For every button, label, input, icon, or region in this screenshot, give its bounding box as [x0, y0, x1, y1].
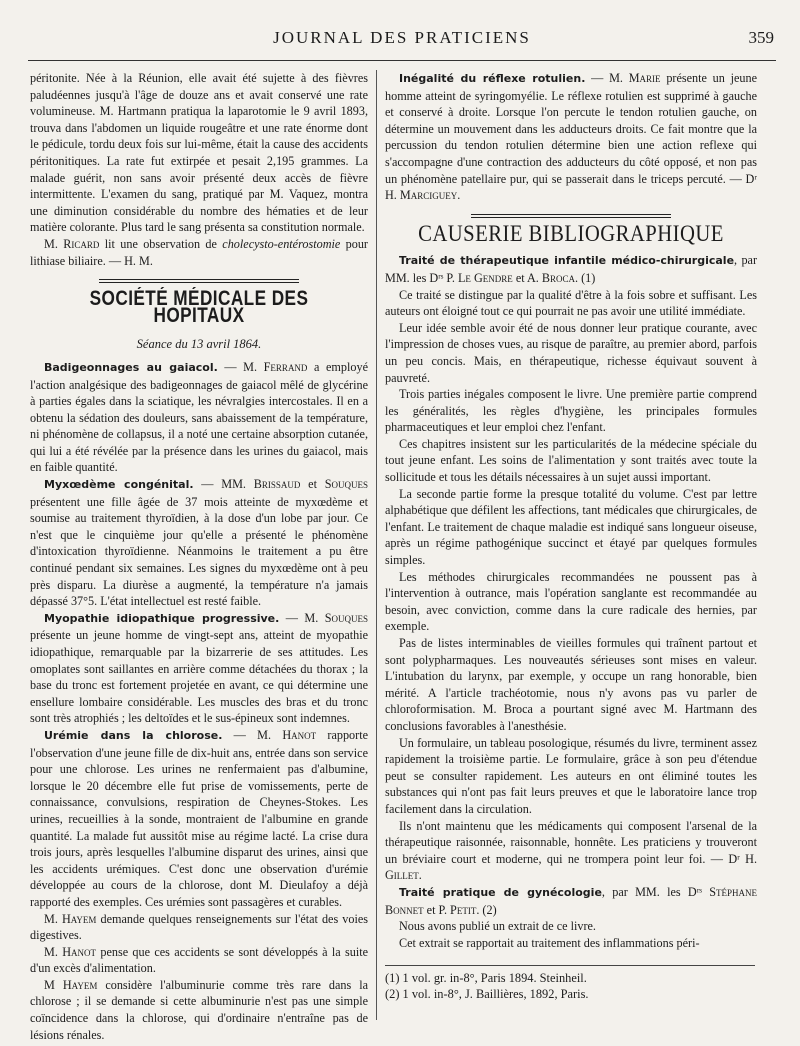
left-column	[30, 70, 368, 1043]
right-column	[385, 70, 757, 1002]
author-name: Ricard	[63, 236, 100, 251]
paragraph: péritonite. Née à la Réunion, elle avait été sujette à des fièvres paludéennes jusqu'à l'âge de douze ans et avait conservé une rate volumineuse. M. Hartmann pratiqua la laparotomie le 9 avril 1893, trouva dans l'abdomen un liquide rougeâtre et une rate énorme dont le pédicule, tordu deux fois sur lui-même, était la cause des accidents péritonitiques. La rate fut extirpée et pesait 2,195 grammes. La malade guérit, non sans avoir présenté deux accès de fièvre intermittente. L'examen du sang, pratiqué par M. Vaquez, montra une diminution considérable du nombre des hématies et de leur matière colorante. Plus tard le sang présenta sa constitution normale.	[30, 71, 368, 235]
topic-heading: Myopathie idiopathique progressive.	[44, 611, 280, 625]
paragraph: Ces chapitres insistent sur les particularités de la médecine spéciale du tout jeune enfant. Les soins de l'alimentation y sont traités avec toute la sollicitude et tous les détails nécessaires à un sujet aussi important.	[385, 436, 757, 485]
paragraph: Traité de thérapeutique infantile médico-chirurgicale, par MM. les Dʳˢ P. Le Gendre et A. Broca. (1)	[385, 253, 757, 285]
section-title: CAUSERIE BIBLIOGRAPHIQUE	[418, 220, 724, 246]
topic-heading: Badigeonnages au gaiacol.	[44, 360, 218, 374]
paragraph: Pas de listes interminables de vieilles formules qui traînent partout et sont polypharmaques. Les nouveautés sérieuses sont mises en valeur. L'intubation du larynx, par exemple, y occupe un rang honorable, bien mérité. A l'article trachéotomie, nous n'y avons pas vu parler de chloroformisation. M. Broca a pourtant signé avec M. Hartmann des conclusions favorables à l'anesthésie.	[385, 636, 757, 733]
paragraph: M. Ricard lit une observation de cholecysto-entérostomie pour lithiase biliaire. — H. M.	[30, 236, 368, 268]
paragraph: M. Hayem demande quelques renseignements sur l'état des voies digestives.	[30, 911, 368, 943]
paragraph: Ce traité se distingue par la qualité d'être à la fois sobre et suffisant. Les auteurs ont éloigné tout ce qui pourrait ne pas avoir une utilité immédiate.	[385, 287, 757, 319]
book-title: Traité de thérapeutique infantile médico-chirurgicale	[399, 254, 735, 268]
paragraph: Nous avons publié un extrait de ce livre.	[399, 919, 596, 934]
paragraph: Inégalité du réflexe rotulien. — M. Marie présente un jeune homme atteint de syringomyélie. Le réflexe rotulien est supprimé à gauche et conservé à droite. Lorsque l'on percute le tendon rotulien gauche, on détermine un mouvement dans les adducteurs droits. Ce fait montre que la percussion du tendon rotulien détermine bien une action reflexe qui s'accompagne d'une contraction des adducteurs du côté opposé, et non pas un phénomène patellaire pur, qui se passerait dans le triceps percuté. — Dʳ H. Marciguey.	[385, 71, 757, 203]
footnotes	[385, 965, 755, 1002]
page-number: 359	[748, 28, 774, 47]
topic-heading: Inégalité du réflexe rotulien.	[399, 72, 586, 85]
paragraph: Myxœdème congénital. — MM. Brissaud et Souques présentent une fille âgée de 37 mois atteinte de myxœdème et soumise au traitement thyroïdien, à la dose d'un lobe par jour. Ce n'est que le cinquième jour qu'elle a présenté le phénomène d'intoxication thyroïdienne. Néanmoins le traitement a pu être continué pendant six semaines. Les signes du myxœdème ont à peu près disparu. La diurèse a augmenté, la température n'a jamais dépassé 37°5. L'état intellectuel est resté faible.	[30, 477, 368, 609]
page-header	[28, 20, 776, 61]
paragraph: M Hayem considère l'albuminurie comme très rare dans la chlorose ; il se demande si cette albuminurie n'est pas une simple coïncidence dans la chlorose, qui d'ordinaire n'entraîne pas de lésions rénales.	[30, 977, 368, 1042]
section-divider	[471, 214, 671, 218]
paragraph: Urémie dans la chlorose. — M. Hanot rapporte l'observation d'une jeune fille de dix-huit ans, entrée dans son service pour une chlorose. Les urines ne renfermaient pas d'albumine, lorsque le 20 décembre elle fut prise de vomissements, perte de connaissance, convulsions, respiration de Cheynes-Stokes. Les urines, recueillies à la sonde, montraient de l'albumine en grande quantité. La malade fut aussitôt mise au régime lacté. La crise dura trois jours, après lesquelles l'albumine disparut des urines, ainsi que les accidents urémiques. C'est donc une observation d'urémie développée au cours de la chlorose, dont M. Dieulafoy a déjà rapporté des exemples. Ces urémies sont passagères et curables.	[30, 727, 369, 909]
journal-title: JOURNAL DES PRATICIENS	[273, 28, 531, 47]
paragraph: Ils n'ont maintenu que les médicaments qui composent l'arsenal de la thérapeutique raisonnée, raisonnable, honnête. Les praticiens y trouveront un bréviaire court et moderne, qui ne trompera point leur foi. — Dʳ H. Gillet.	[385, 818, 757, 883]
paragraph: Badigeonnages au gaiacol. — M. Ferrand a employé l'action analgésique des badigeonnages de gaiacol mêlé de glycérine à parties égales dans la sciatique, les névralgies intercostales. Il en a obtenu la sédation des douleurs, sans abaissement de la température, ni phénomène de collapsus, il a noté une certaine absorption cutanée, qui lui a été révélée par la présence dans les urines du gaiacol, mais en faible quantité.	[30, 359, 368, 475]
book-title: Traité pratique de gynécologie	[399, 885, 602, 899]
paragraph: Myopathie idiopathique progressive. — M. Souques présente un jeune homme de vingt-sept ans, atteint de myopathie idiopathique, remarquable par la bizarrerie de ses attitudes. Les omoplates sont saillantes en arrière comme détachées du thorax ; la base du tronc est fortement projetée en avant, ce qui détermine une ensellure lombaire considérable. Les muscles des bras et du tronc sont très atrophiés ; les deltoïdes et le sus-épineux sont indemnes.	[30, 610, 368, 726]
session-date: Séance du 13 avril 1864.	[136, 337, 262, 352]
paragraph: Leur idée semble avoir été de nous donner leur pratique courante, avec l'impression de choses vues, au risque de paraître, au premier abord, parfois un peu concis. Mais, en thérapeutique, richesse équivaut souvent à pauvreté.	[385, 320, 757, 385]
paragraph: Traité pratique de gynécologie, par MM. les Dʳˢ Stéphane Bonnet et P. Petit. (2)	[385, 884, 758, 917]
paragraph: La seconde partie forme la presque totalité du volume. C'est par lettre alphabétique que défilent les affections, tant médicales que chirurgicales, de l'enfant. Le traitement de chaque maladie est indiqué sans longueur oiseuse, après un régime pathogénique succinct et étayé par quelques formules simples.	[385, 486, 757, 568]
footnote: (2) 1 vol. in-8°, J. Baillières, 1892, Paris.	[385, 987, 589, 1002]
topic-heading: Myxœdème congénital.	[44, 478, 194, 492]
paragraph: Un formulaire, un tableau posologique, résumés du livre, terminent assez rapidement la troisième partie. Le formulaire, grâce à son peu d'étendue peut se consulter rapidement. Les auteurs en ont éliminé toutes les substances qui n'ont pas fait leurs preuves et que le laboratoire lance trop facilement dans la circulation.	[385, 735, 757, 816]
paragraph: M. Hanot pense que ces accidents se sont développés à la suite d'un excès d'alimentation.	[30, 944, 369, 976]
section-title: SOCIÉTÉ MÉDICALE DES HOPITAUX	[89, 287, 309, 327]
paragraph: Les méthodes chirurgicales recommandées ne poussent pas à l'intervention à outrance, mais l'opération sanglante est recommandée au besoin, avec conviction, comme dans la cure radicale des hernies, par exemple.	[385, 569, 757, 634]
column-divider	[376, 70, 377, 1020]
footnote: (1) 1 vol. gr. in-8°, Paris 1894. Steinheil.	[385, 971, 587, 986]
section-divider	[99, 279, 299, 283]
paragraph: Trois parties inégales composent le livre. Une première partie comprend les généralités, les règles d'hygiène, les principales formules pharmaceutiques et leur emploi chez l'enfant.	[385, 387, 757, 435]
paragraph: Cet extrait se rapportait au traitement des inflammations péri-	[399, 935, 700, 950]
topic-heading: Urémie dans la chlorose.	[44, 728, 223, 742]
